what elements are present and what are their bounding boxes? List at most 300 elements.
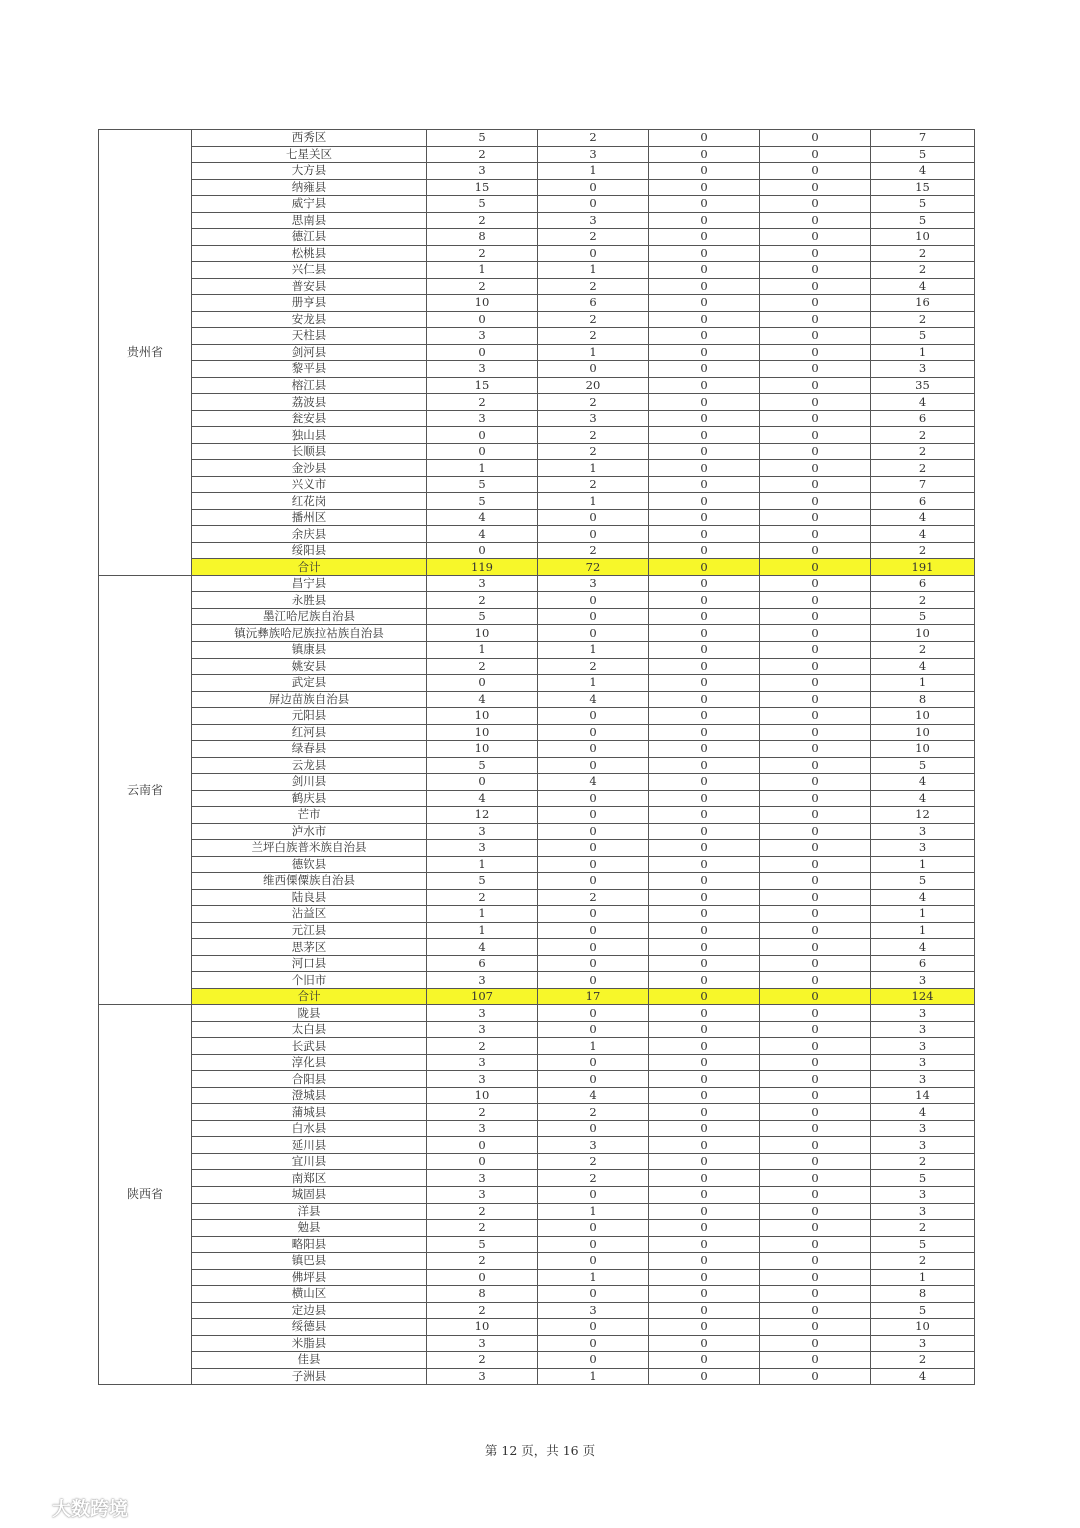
value-cell: 0 (649, 774, 760, 791)
value-cell: 0 (649, 443, 760, 460)
value-cell: 2 (427, 278, 538, 295)
value-cell: 0 (760, 1335, 871, 1352)
value-cell: 0 (427, 1153, 538, 1170)
table-row (99, 1187, 975, 1204)
value-cell: 2 (538, 889, 649, 906)
value-cell: 0 (427, 1269, 538, 1286)
total-value-cell: 124 (871, 988, 975, 1005)
value-cell: 2 (871, 1253, 975, 1270)
value-cell: 0 (760, 1137, 871, 1154)
total-value-cell: 107 (427, 988, 538, 1005)
table-row (99, 575, 975, 592)
value-cell: 0 (538, 592, 649, 609)
county-cell: 思南县 (192, 212, 427, 229)
value-cell: 10 (871, 708, 975, 725)
value-cell: 6 (871, 955, 975, 972)
table-row (99, 311, 975, 328)
value-cell: 2 (871, 427, 975, 444)
value-cell: 8 (871, 1286, 975, 1303)
value-cell: 0 (760, 608, 871, 625)
value-cell: 0 (538, 873, 649, 890)
value-cell: 2 (538, 130, 649, 147)
value-cell: 0 (760, 394, 871, 411)
county-cell: 兴义市 (192, 476, 427, 493)
value-cell: 0 (538, 807, 649, 824)
county-cell: 南郑区 (192, 1170, 427, 1187)
value-cell: 0 (760, 823, 871, 840)
table-row (99, 675, 975, 692)
table-row (99, 1203, 975, 1220)
value-cell: 0 (649, 1203, 760, 1220)
value-cell: 20 (538, 377, 649, 394)
table-row (99, 1137, 975, 1154)
county-cell: 荔波县 (192, 394, 427, 411)
table-row (99, 509, 975, 526)
value-cell: 0 (760, 163, 871, 180)
value-cell: 0 (649, 807, 760, 824)
value-cell: 35 (871, 377, 975, 394)
value-cell: 10 (871, 625, 975, 642)
table-row (99, 1352, 975, 1369)
value-cell: 0 (538, 1021, 649, 1038)
county-cell: 长顺县 (192, 443, 427, 460)
table-row (99, 1104, 975, 1121)
county-cell: 鹤庆县 (192, 790, 427, 807)
county-cell: 思茅区 (192, 939, 427, 956)
value-cell: 0 (538, 972, 649, 989)
county-cell: 绥德县 (192, 1319, 427, 1336)
value-cell: 0 (538, 625, 649, 642)
value-cell: 0 (538, 196, 649, 213)
value-cell: 5 (427, 476, 538, 493)
total-value-cell: 191 (871, 559, 975, 576)
value-cell: 3 (427, 1054, 538, 1071)
table-row (99, 361, 975, 378)
value-cell: 0 (538, 790, 649, 807)
value-cell: 0 (760, 774, 871, 791)
value-cell: 0 (649, 575, 760, 592)
value-cell: 10 (427, 625, 538, 642)
table-row (99, 262, 975, 279)
value-cell: 1 (538, 1203, 649, 1220)
province-cell: 陕西省 (99, 1005, 192, 1385)
value-cell: 0 (427, 675, 538, 692)
table-row (99, 790, 975, 807)
table-row (99, 972, 975, 989)
value-cell: 0 (538, 741, 649, 758)
value-cell: 6 (427, 955, 538, 972)
county-cell: 安龙县 (192, 311, 427, 328)
value-cell: 3 (427, 823, 538, 840)
table-row (99, 922, 975, 939)
value-cell: 0 (649, 906, 760, 923)
table-row (99, 906, 975, 923)
county-cell: 武定县 (192, 675, 427, 692)
value-cell: 0 (760, 328, 871, 345)
value-cell: 10 (871, 229, 975, 246)
value-cell: 3 (871, 1187, 975, 1204)
table-row (99, 1087, 975, 1104)
value-cell: 0 (427, 427, 538, 444)
value-cell: 5 (427, 873, 538, 890)
value-cell: 2 (538, 1104, 649, 1121)
value-cell: 0 (649, 708, 760, 725)
value-cell: 0 (427, 443, 538, 460)
value-cell: 1 (538, 641, 649, 658)
value-cell: 0 (760, 1253, 871, 1270)
value-cell: 3 (538, 1137, 649, 1154)
table-row (99, 939, 975, 956)
value-cell: 8 (427, 229, 538, 246)
value-cell: 0 (760, 196, 871, 213)
value-cell: 0 (649, 245, 760, 262)
county-cell: 剑河县 (192, 344, 427, 361)
value-cell: 1 (427, 262, 538, 279)
value-cell: 2 (538, 542, 649, 559)
county-cell: 定边县 (192, 1302, 427, 1319)
value-cell: 1 (538, 675, 649, 692)
county-cell: 屏边苗族自治县 (192, 691, 427, 708)
table-row (99, 955, 975, 972)
value-cell: 0 (760, 476, 871, 493)
value-cell: 2 (871, 245, 975, 262)
value-cell: 3 (871, 1021, 975, 1038)
value-cell: 14 (871, 1087, 975, 1104)
county-cell: 永胜县 (192, 592, 427, 609)
value-cell: 0 (760, 691, 871, 708)
value-cell: 0 (538, 1352, 649, 1369)
value-cell: 0 (760, 278, 871, 295)
value-cell: 1 (427, 922, 538, 939)
value-cell: 2 (538, 476, 649, 493)
value-cell: 6 (538, 295, 649, 312)
value-cell: 0 (649, 592, 760, 609)
value-cell: 2 (427, 394, 538, 411)
value-cell: 0 (538, 840, 649, 857)
county-cell: 澄城县 (192, 1087, 427, 1104)
value-cell: 1 (427, 641, 538, 658)
value-cell: 3 (538, 212, 649, 229)
value-cell: 0 (760, 873, 871, 890)
table-row (99, 377, 975, 394)
county-cell: 兴仁县 (192, 262, 427, 279)
value-cell: 3 (427, 1120, 538, 1137)
value-cell: 3 (427, 1021, 538, 1038)
value-cell: 0 (760, 889, 871, 906)
value-cell: 0 (760, 1269, 871, 1286)
value-cell: 0 (760, 1352, 871, 1369)
value-cell: 0 (649, 625, 760, 642)
value-cell: 0 (538, 526, 649, 543)
county-cell: 米脂县 (192, 1335, 427, 1352)
table-row (99, 658, 975, 675)
total-value-cell: 72 (538, 559, 649, 576)
county-cell: 榕江县 (192, 377, 427, 394)
value-cell: 0 (538, 1005, 649, 1022)
value-cell: 0 (760, 493, 871, 510)
value-cell: 0 (649, 1120, 760, 1137)
county-cell: 陇县 (192, 1005, 427, 1022)
total-value-cell: 119 (427, 559, 538, 576)
value-cell: 0 (649, 691, 760, 708)
value-cell: 0 (538, 823, 649, 840)
county-cell: 余庆县 (192, 526, 427, 543)
value-cell: 0 (760, 245, 871, 262)
value-cell: 0 (649, 757, 760, 774)
value-cell: 2 (427, 245, 538, 262)
value-cell: 1 (538, 344, 649, 361)
county-cell: 松桃县 (192, 245, 427, 262)
value-cell: 0 (427, 311, 538, 328)
value-cell: 0 (427, 1137, 538, 1154)
value-cell: 0 (649, 1269, 760, 1286)
value-cell: 15 (871, 179, 975, 196)
county-cell: 黎平县 (192, 361, 427, 378)
value-cell: 0 (427, 542, 538, 559)
value-cell: 0 (760, 1170, 871, 1187)
value-cell: 0 (649, 229, 760, 246)
value-cell: 1 (538, 493, 649, 510)
county-cell: 瓮安县 (192, 410, 427, 427)
value-cell: 0 (760, 625, 871, 642)
value-cell: 0 (649, 1005, 760, 1022)
table-row (99, 410, 975, 427)
total-value-cell: 0 (649, 988, 760, 1005)
value-cell: 0 (760, 377, 871, 394)
county-cell: 维西傈僳族自治县 (192, 873, 427, 890)
value-cell: 0 (760, 1087, 871, 1104)
value-cell: 3 (427, 1071, 538, 1088)
value-cell: 3 (427, 575, 538, 592)
value-cell: 4 (538, 774, 649, 791)
value-cell: 10 (427, 741, 538, 758)
county-cell: 白水县 (192, 1120, 427, 1137)
county-cell: 剑川县 (192, 774, 427, 791)
value-cell: 0 (649, 295, 760, 312)
value-cell: 0 (538, 757, 649, 774)
table-row (99, 1021, 975, 1038)
value-cell: 0 (649, 1253, 760, 1270)
value-cell: 2 (538, 658, 649, 675)
value-cell: 8 (871, 691, 975, 708)
value-cell: 6 (871, 493, 975, 510)
value-cell: 1 (538, 1038, 649, 1055)
value-cell: 5 (871, 757, 975, 774)
value-cell: 1 (871, 675, 975, 692)
value-cell: 3 (871, 1137, 975, 1154)
table-row (99, 394, 975, 411)
value-cell: 3 (427, 1005, 538, 1022)
table-row (99, 196, 975, 213)
county-cell: 绿春县 (192, 741, 427, 758)
value-cell: 1 (871, 922, 975, 939)
value-cell: 4 (871, 889, 975, 906)
value-cell: 3 (427, 1187, 538, 1204)
value-cell: 1 (538, 163, 649, 180)
value-cell: 2 (871, 592, 975, 609)
value-cell: 10 (427, 295, 538, 312)
value-cell: 2 (538, 311, 649, 328)
table-row (99, 163, 975, 180)
county-cell: 宜川县 (192, 1153, 427, 1170)
value-cell: 10 (427, 1087, 538, 1104)
value-cell: 0 (649, 493, 760, 510)
value-cell: 10 (871, 724, 975, 741)
value-cell: 0 (538, 608, 649, 625)
value-cell: 4 (871, 278, 975, 295)
county-cell: 陆良县 (192, 889, 427, 906)
value-cell: 0 (760, 229, 871, 246)
value-cell: 2 (538, 443, 649, 460)
table-row (99, 1368, 975, 1385)
value-cell: 0 (760, 361, 871, 378)
value-cell: 1 (871, 1269, 975, 1286)
value-cell: 0 (760, 906, 871, 923)
table-row (99, 542, 975, 559)
value-cell: 3 (871, 1005, 975, 1022)
value-cell: 1 (427, 856, 538, 873)
value-cell: 3 (427, 361, 538, 378)
data-table (98, 129, 975, 1385)
value-cell: 5 (871, 1170, 975, 1187)
value-cell: 0 (649, 1220, 760, 1237)
value-cell: 4 (871, 526, 975, 543)
value-cell: 3 (538, 146, 649, 163)
value-cell: 0 (649, 1352, 760, 1369)
value-cell: 0 (649, 922, 760, 939)
county-cell: 太白县 (192, 1021, 427, 1038)
table-row (99, 1253, 975, 1270)
value-cell: 3 (538, 1302, 649, 1319)
table-row (99, 1236, 975, 1253)
table-row (99, 625, 975, 642)
value-cell: 4 (871, 658, 975, 675)
value-cell: 4 (871, 1368, 975, 1385)
value-cell: 0 (649, 1054, 760, 1071)
value-cell: 0 (649, 1236, 760, 1253)
value-cell: 10 (427, 1319, 538, 1336)
value-cell: 5 (427, 608, 538, 625)
table-row (99, 526, 975, 543)
value-cell: 0 (538, 906, 649, 923)
value-cell: 0 (649, 146, 760, 163)
watermark (8, 1492, 128, 1522)
value-cell: 0 (760, 675, 871, 692)
value-cell: 0 (760, 641, 871, 658)
value-cell: 0 (649, 1187, 760, 1204)
value-cell: 3 (427, 972, 538, 989)
value-cell: 0 (649, 460, 760, 477)
value-cell: 0 (760, 1071, 871, 1088)
value-cell: 2 (871, 1153, 975, 1170)
value-cell: 5 (427, 130, 538, 147)
value-cell: 0 (649, 377, 760, 394)
value-cell: 0 (649, 1170, 760, 1187)
value-cell: 4 (871, 939, 975, 956)
county-cell: 播州区 (192, 509, 427, 526)
value-cell: 0 (538, 1071, 649, 1088)
value-cell: 0 (649, 212, 760, 229)
value-cell: 3 (871, 1203, 975, 1220)
value-cell: 0 (649, 889, 760, 906)
value-cell: 2 (427, 1253, 538, 1270)
value-cell: 2 (871, 542, 975, 559)
value-cell: 0 (760, 790, 871, 807)
value-cell: 0 (649, 1302, 760, 1319)
value-cell: 0 (760, 1302, 871, 1319)
value-cell: 0 (649, 972, 760, 989)
county-cell: 绥阳县 (192, 542, 427, 559)
table-row (99, 1153, 975, 1170)
value-cell: 0 (760, 724, 871, 741)
value-cell: 2 (427, 146, 538, 163)
value-cell: 0 (760, 939, 871, 956)
value-cell: 0 (649, 675, 760, 692)
table-row (99, 724, 975, 741)
value-cell: 10 (871, 1319, 975, 1336)
value-cell: 4 (871, 790, 975, 807)
value-cell: 0 (760, 708, 871, 725)
value-cell: 0 (760, 1286, 871, 1303)
value-cell: 2 (538, 229, 649, 246)
page-footer: 第 12 页，共 16 页 (484, 1443, 596, 1458)
value-cell: 3 (871, 361, 975, 378)
value-cell: 0 (649, 196, 760, 213)
value-cell: 2 (427, 1220, 538, 1237)
value-cell: 0 (649, 1087, 760, 1104)
value-cell: 0 (760, 1038, 871, 1055)
value-cell: 6 (871, 410, 975, 427)
county-cell: 略阳县 (192, 1236, 427, 1253)
table-row (99, 889, 975, 906)
value-cell: 2 (427, 592, 538, 609)
value-cell: 3 (871, 1120, 975, 1137)
table-row (99, 212, 975, 229)
value-cell: 0 (760, 856, 871, 873)
value-cell: 0 (760, 262, 871, 279)
value-cell: 0 (649, 658, 760, 675)
county-cell: 横山区 (192, 1286, 427, 1303)
value-cell: 2 (427, 1352, 538, 1369)
value-cell: 0 (760, 542, 871, 559)
table-row (99, 1220, 975, 1237)
value-cell: 0 (760, 1153, 871, 1170)
value-cell: 2 (427, 1302, 538, 1319)
value-cell: 4 (871, 163, 975, 180)
table-row (99, 328, 975, 345)
value-cell: 3 (427, 1368, 538, 1385)
county-cell: 洋县 (192, 1203, 427, 1220)
value-cell: 0 (649, 1335, 760, 1352)
value-cell: 0 (649, 262, 760, 279)
value-cell: 1 (427, 906, 538, 923)
value-cell: 0 (649, 1137, 760, 1154)
value-cell: 0 (760, 972, 871, 989)
table-row (99, 146, 975, 163)
value-cell: 16 (871, 295, 975, 312)
county-cell: 沾益区 (192, 906, 427, 923)
value-cell: 4 (871, 774, 975, 791)
value-cell: 0 (649, 1021, 760, 1038)
value-cell: 0 (760, 575, 871, 592)
county-cell: 纳雍县 (192, 179, 427, 196)
value-cell: 2 (427, 1104, 538, 1121)
value-cell: 5 (871, 1236, 975, 1253)
value-cell: 0 (538, 1335, 649, 1352)
value-cell: 0 (649, 542, 760, 559)
value-cell: 0 (538, 245, 649, 262)
value-cell: 10 (871, 741, 975, 758)
